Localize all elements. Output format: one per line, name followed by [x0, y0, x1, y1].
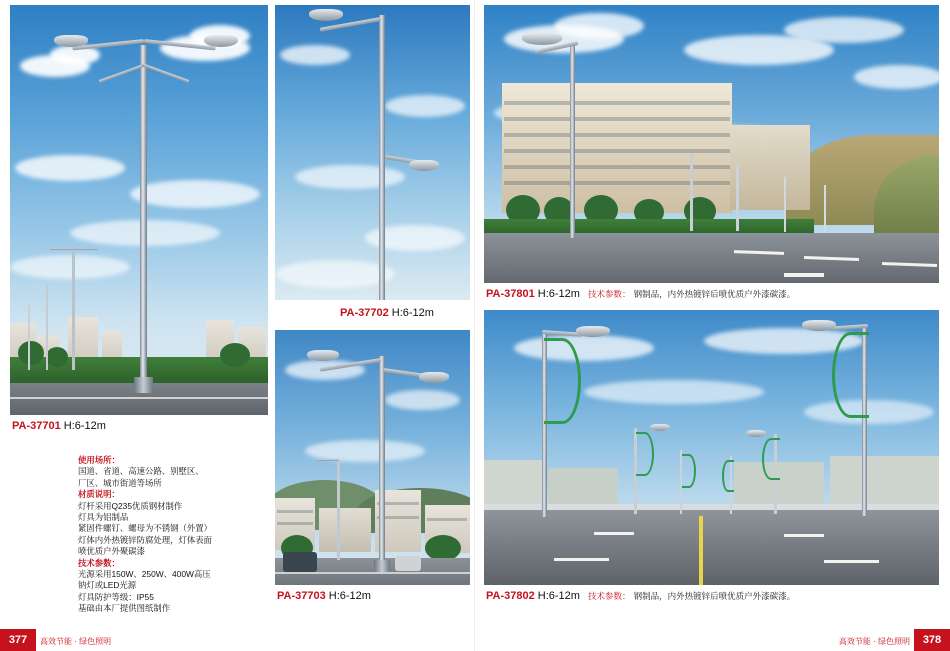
product-image-pa-37703 [275, 330, 470, 585]
green-decor-arc [682, 454, 696, 488]
product-height: H:6-12m [63, 420, 106, 432]
building-secondary [730, 125, 810, 210]
lamp-head [746, 430, 766, 437]
lamp-pole [140, 45, 147, 390]
green-decor-arc [636, 432, 654, 476]
caption-pa-37801 [486, 288, 795, 300]
lamp-pole-secondary [784, 177, 786, 232]
lamp-head [576, 326, 610, 337]
tech-line-4: 基础由本厂提供图纸制作 [78, 603, 171, 614]
product-height: H:6-12m [537, 590, 580, 602]
cloud [584, 380, 764, 404]
lamp-head [802, 320, 836, 331]
vehicle [395, 556, 421, 571]
lane-marking [554, 558, 609, 561]
caption-pa-37702 [340, 307, 434, 319]
lane-marking [824, 560, 879, 563]
lane-marking [275, 572, 470, 574]
product-code: PA-37701 [12, 420, 61, 432]
caption-pa-37701 [12, 420, 106, 432]
lamp-arm [74, 248, 98, 250]
lamp-pole-secondary [28, 305, 30, 370]
product-height: H:6-12m [328, 590, 371, 602]
page-number-left: 377 [0, 629, 36, 651]
lamp-head-left [307, 350, 339, 361]
cloud [854, 65, 939, 89]
lamp-pole [379, 356, 385, 571]
lamp-pole-secondary [824, 185, 826, 233]
tech-line-3: 灯具防护等级：IP55 [78, 591, 154, 602]
distant-building [830, 456, 939, 508]
usage-line-1: 国道、省道、高速公路、别墅区、 [78, 466, 204, 477]
lane-marking [594, 532, 634, 535]
lamp-head [650, 424, 670, 431]
tech-text: 钢制品，内外热镀锌后喷优质户外漆碳漆。 [633, 591, 796, 601]
usage-heading: 使用场所： [78, 455, 120, 465]
lamp-head-lower [409, 160, 439, 171]
distant-building [484, 460, 544, 508]
caption-pa-37802 [486, 590, 795, 602]
cloud [280, 45, 350, 65]
material-line-4: 灯体内外热镀锌防腐处理，灯体表面 [78, 534, 212, 545]
lamp-pole [570, 43, 575, 238]
material-line-1: 灯杆采用Q235优质钢材制作 [78, 500, 183, 511]
product-height: H:6-12m [537, 288, 580, 300]
building-floor-line [504, 133, 730, 137]
product-code: PA-37801 [486, 288, 535, 300]
cloud [514, 335, 654, 361]
product-image-pa-37801 [484, 5, 939, 283]
caption-pa-37703 [277, 590, 371, 602]
product-image-pa-37802 [484, 310, 939, 585]
product-code: PA-37702 [340, 307, 389, 319]
specification-block [78, 455, 268, 615]
tree [220, 343, 250, 367]
tech-line-2: 钠灯或LED光源 [78, 580, 137, 591]
lamp-pole-secondary [46, 285, 48, 370]
cloud [295, 165, 405, 189]
cloud [804, 400, 934, 424]
green-decor-arc [544, 338, 581, 424]
usage-line-2: 厂区、城市街道等场所 [78, 477, 162, 488]
tech-label: 技术参数： [588, 289, 631, 299]
cloud [784, 17, 904, 43]
lamp-arm [50, 248, 74, 250]
building-window-row [427, 518, 467, 521]
distant-building [548, 468, 618, 508]
footer-tagline-right: 高效节能 · 绿色照明 [838, 637, 910, 646]
product-height: H:6-12m [391, 307, 434, 319]
building-floor-line [504, 149, 730, 153]
building-window-row [277, 510, 313, 513]
cloud [10, 255, 130, 279]
pole-base [134, 377, 153, 393]
cloud [275, 260, 395, 288]
material-line-3: 紧固件螺钉、螺母为不锈钢（外置） [78, 523, 212, 534]
tech-text: 钢制品，内外热镀锌后喷优质户外漆碳漆。 [633, 289, 796, 299]
pole-base [374, 560, 390, 572]
page-spine-divider [474, 0, 475, 651]
tech-label: 技术参数： [588, 591, 631, 601]
product-image-pa-37701 [10, 5, 268, 415]
lamp-head-upper [309, 9, 343, 21]
tree [46, 347, 68, 367]
lamp-head [522, 33, 562, 45]
roadway [484, 510, 939, 585]
roadway [484, 233, 939, 283]
lamp-pole-secondary [337, 460, 340, 560]
building-floor-line [504, 181, 730, 185]
cloud [385, 390, 460, 410]
cloud [554, 13, 644, 39]
lamp-pole-secondary [690, 153, 693, 231]
lane-marking [10, 397, 268, 399]
lamp-pole-secondary [72, 250, 75, 370]
tree [18, 341, 44, 365]
lamp-head-right [419, 372, 449, 383]
lamp-arm [317, 459, 339, 461]
building-window-row [277, 522, 313, 525]
green-decor-arc [722, 460, 734, 492]
material-line-5: 喷优质户外聚碳漆 [78, 546, 145, 557]
building-floor-line [504, 101, 730, 105]
lane-marking [784, 534, 824, 537]
page-number-right: 378 [914, 629, 950, 651]
building-floor-line [504, 165, 730, 169]
building-floor-line [504, 117, 730, 121]
cloud [15, 155, 125, 181]
product-code: PA-37802 [486, 590, 535, 602]
lane-arrow-marking [784, 273, 824, 277]
cloud [385, 95, 465, 117]
material-heading: 材质说明： [78, 489, 120, 500]
footer-tagline-left: 高效节能 · 绿色照明 [40, 637, 112, 646]
lamp-pole-secondary [736, 165, 739, 231]
lamp-head-left [54, 35, 88, 47]
green-decor-arc [762, 438, 780, 480]
cloud [130, 180, 260, 208]
building [319, 508, 371, 552]
material-line-2: 灯具为铝制品 [78, 512, 129, 523]
lane-marking-center [699, 516, 703, 585]
product-code: PA-37703 [277, 590, 326, 602]
green-decor-arc [832, 332, 869, 418]
vehicle [283, 552, 317, 572]
tech-heading: 技术参数： [78, 557, 120, 568]
lamp-head-right [204, 35, 238, 47]
product-image-pa-37702 [275, 5, 470, 300]
tech-line-1: 光源采用150W、250W、400W高压 [78, 569, 211, 580]
